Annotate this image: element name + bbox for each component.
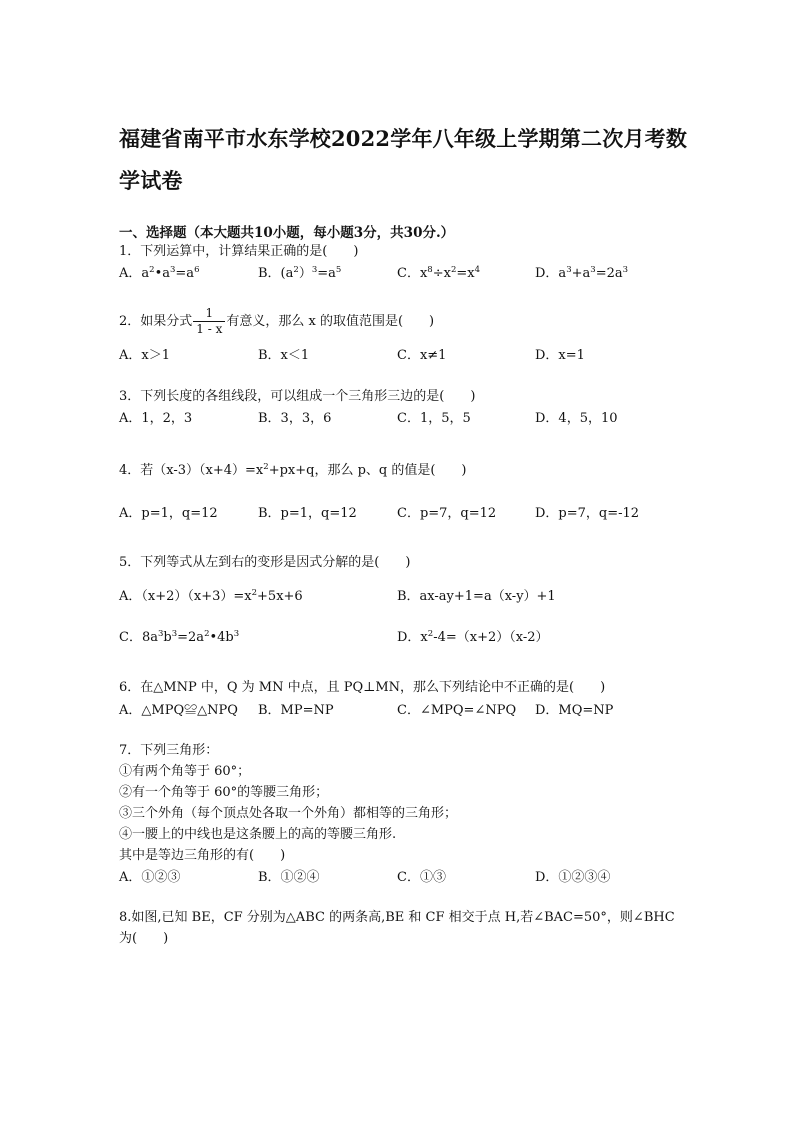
q1-option-b: B．$(a^2)^3=a^5$ (258, 265, 342, 281)
question-3-stem: 3．下列长度的各组线段，可以组成一个三角形三边的是( ) (119, 389, 476, 404)
q2-option-d: D．x=1 (535, 348, 585, 363)
q4-option-c: C．p=7，q=12 (397, 506, 497, 521)
question-6-stem: 6．在△MNP 中，Q 为 MN 中点，且 PQ⊥MN，那么下列结论中不正确的是( ) (119, 680, 606, 695)
q4-option-d: D．p=7，q=-12 (535, 506, 640, 521)
q2-option-a: A．x＞1 (119, 348, 170, 363)
q3-option-d: D．4，5，10 (535, 411, 618, 426)
page-title: 福建省南平市水东学校2022学年八年级上学期第二次月考数学试卷 (119, 126, 688, 193)
question-8-line-2: 为( ) (119, 931, 169, 946)
question-1-stem: 1．下列运算中，计算结果正确的是( ) (119, 244, 359, 259)
q6-option-a: A．△MPQ≌△NPQ (119, 703, 238, 718)
q5-option-a: A．$(x+2)(x+3)=x^2+5x+6$ (119, 588, 303, 604)
q1-option-a: A．$a^2•a^3=a^6$ (119, 265, 200, 281)
q7-option-c: C．①③ (397, 870, 446, 885)
section-heading: 一、选择题（本大题共10小题，每小题3分，共30分.） (119, 225, 455, 241)
q7-ask: 其中是等边三角形的有( ) (119, 848, 286, 863)
q7-item-2: ②有一个角等于 60°的等腰三角形； (119, 785, 329, 800)
q1-option-c: C．$x^8\div x^2=x^4$ (397, 265, 481, 281)
q7-option-b: B．①②④ (258, 870, 320, 885)
q5-option-b: B．ax-ay+1=a（x-y）+1 (397, 589, 556, 604)
q7-option-a: A．①②③ (119, 870, 181, 885)
q2-option-b: B．x＜1 (258, 348, 310, 363)
q6-option-d: D．MQ=NP (535, 703, 614, 718)
q4-option-b: B．p=1，q=12 (258, 506, 357, 521)
question-2-stem: 2．如果分式 $\frac{1}{1 - x}$ 有意义，那么 x 的取值范围是( ) (119, 306, 435, 336)
q5-option-d: D．$x^2-4=(x+2)(x-2)$ (397, 629, 549, 645)
q3-option-b: B．3，3，6 (258, 411, 332, 426)
q3-option-c: C．1，5，5 (397, 411, 471, 426)
q6-option-c: C．∠MPQ=∠NPQ (397, 703, 517, 718)
q7-option-d: D．①②③④ (535, 870, 611, 885)
q7-item-4: ④一腰上的中线也是这条腰上的高的等腰三角形. (119, 827, 397, 842)
question-4-stem: 4．若$(x-3)(x+4)=x^2+px+q$，那么 p、q 的值是( ) (119, 462, 467, 478)
q3-option-a: A．1，2，3 (119, 411, 193, 426)
question-5-stem: 5．下列等式从左到右的变形是因式分解的是( ) (119, 555, 411, 570)
q6-option-b: B．MP=NP (258, 703, 334, 718)
question-7-stem: 7．下列三角形： (119, 743, 219, 758)
q7-item-1: ①有两个角等于 60°； (119, 764, 251, 779)
q2-option-c: C．x≠1 (397, 348, 447, 363)
q4-option-a: A．p=1，q=12 (119, 506, 218, 521)
q5-option-c: C．$8a^3b^3=2a^2•4b^3$ (119, 629, 240, 645)
q1-option-d: D．$a^3+a^3=2a^3$ (535, 265, 629, 281)
q7-item-3: ③三个外角（每个顶点处各取一个外角）都相等的三角形； (119, 806, 458, 821)
question-8-line-1: 8.如图,已知 BE，CF 分别为△ABC 的两条高,BE 和 CF 相交于点 H,若∠BAC=50°，则∠BHC (119, 910, 675, 925)
fraction: $\frac{1}{1 - x}$ (193, 306, 225, 337)
